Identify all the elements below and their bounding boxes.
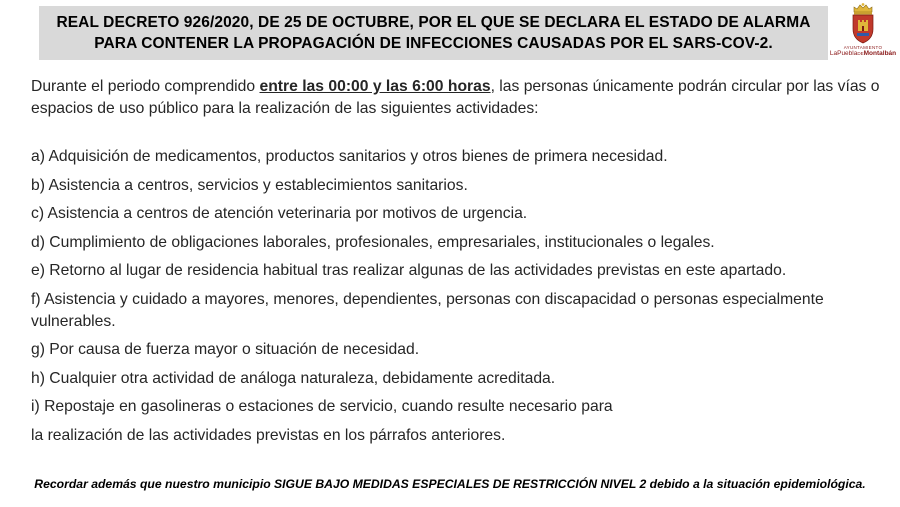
list-item: c) Asistencia a centros de atención veterinaria por motivos de urgencia.	[31, 205, 528, 222]
title-banner	[39, 6, 828, 60]
list-item: b) Asistencia a centros, servicios y establecimientos sanitarios.	[31, 176, 468, 194]
list-item: f) Asistencia y cuidado a mayores, menores, dependientes, personas con discapacidad o personas especialmente vulnerables.	[31, 290, 824, 330]
logo-caption: AYUNTAMIENTO	[843, 45, 883, 50]
curfew-hours: entre las 00:00 y las 6:00 horas	[259, 78, 491, 95]
list-item: a) Adquisición de medicamentos, productos sanitarios y otros bienes de primera necesidad.	[31, 148, 668, 165]
coat-of-arms-icon	[848, 2, 878, 44]
list-item: i) Repostaje en gasolineras o estaciones de servicio, cuando resulte necesario para	[31, 398, 613, 415]
footer-notice: Recordar además que nuestro municipio SIGUE BAJO MEDIDAS ESPECIALES DE RESTRICCIÓN NIVEL 2 debido a la situación epidemiológica.	[34, 477, 866, 491]
logo-town-name: LaPueblaDEMontalbán	[829, 50, 897, 57]
title-line-1: REAL DECRETO 926/2020, DE 25 DE OCTUBRE, POR EL QUE SE DECLARA EL ESTADO DE ALARMA	[56, 14, 811, 31]
list-item-continuation: la realización de las actividades previstas en los párrafos anteriores.	[31, 426, 506, 444]
list-item: d) Cumplimiento de obligaciones laborales, profesionales, empresariales, institucionales o legales.	[31, 233, 715, 251]
list-item: h) Cualquier otra actividad de análoga naturaleza, debidamente acreditada.	[31, 369, 556, 387]
title-line-2: PARA CONTENER LA PROPAGACIÓN DE INFECCIONES CAUSADAS POR EL SARS-COV-2.	[94, 35, 773, 52]
list-item: e) Retorno al lugar de residencia habitual tras realizar algunas de las actividades previstas en este apartado.	[31, 262, 787, 279]
intro-paragraph: Durante el periodo comprendido entre las 00:00 y las 6:00 horas, las personas únicamente podrán circular por las vías o espacios de uso público para la realización de las siguientes actividades:	[31, 78, 880, 117]
list-item: g) Por causa de fuerza mayor o situación de necesidad.	[31, 341, 420, 358]
municipal-logo	[829, 2, 897, 66]
decree-content	[31, 76, 881, 453]
